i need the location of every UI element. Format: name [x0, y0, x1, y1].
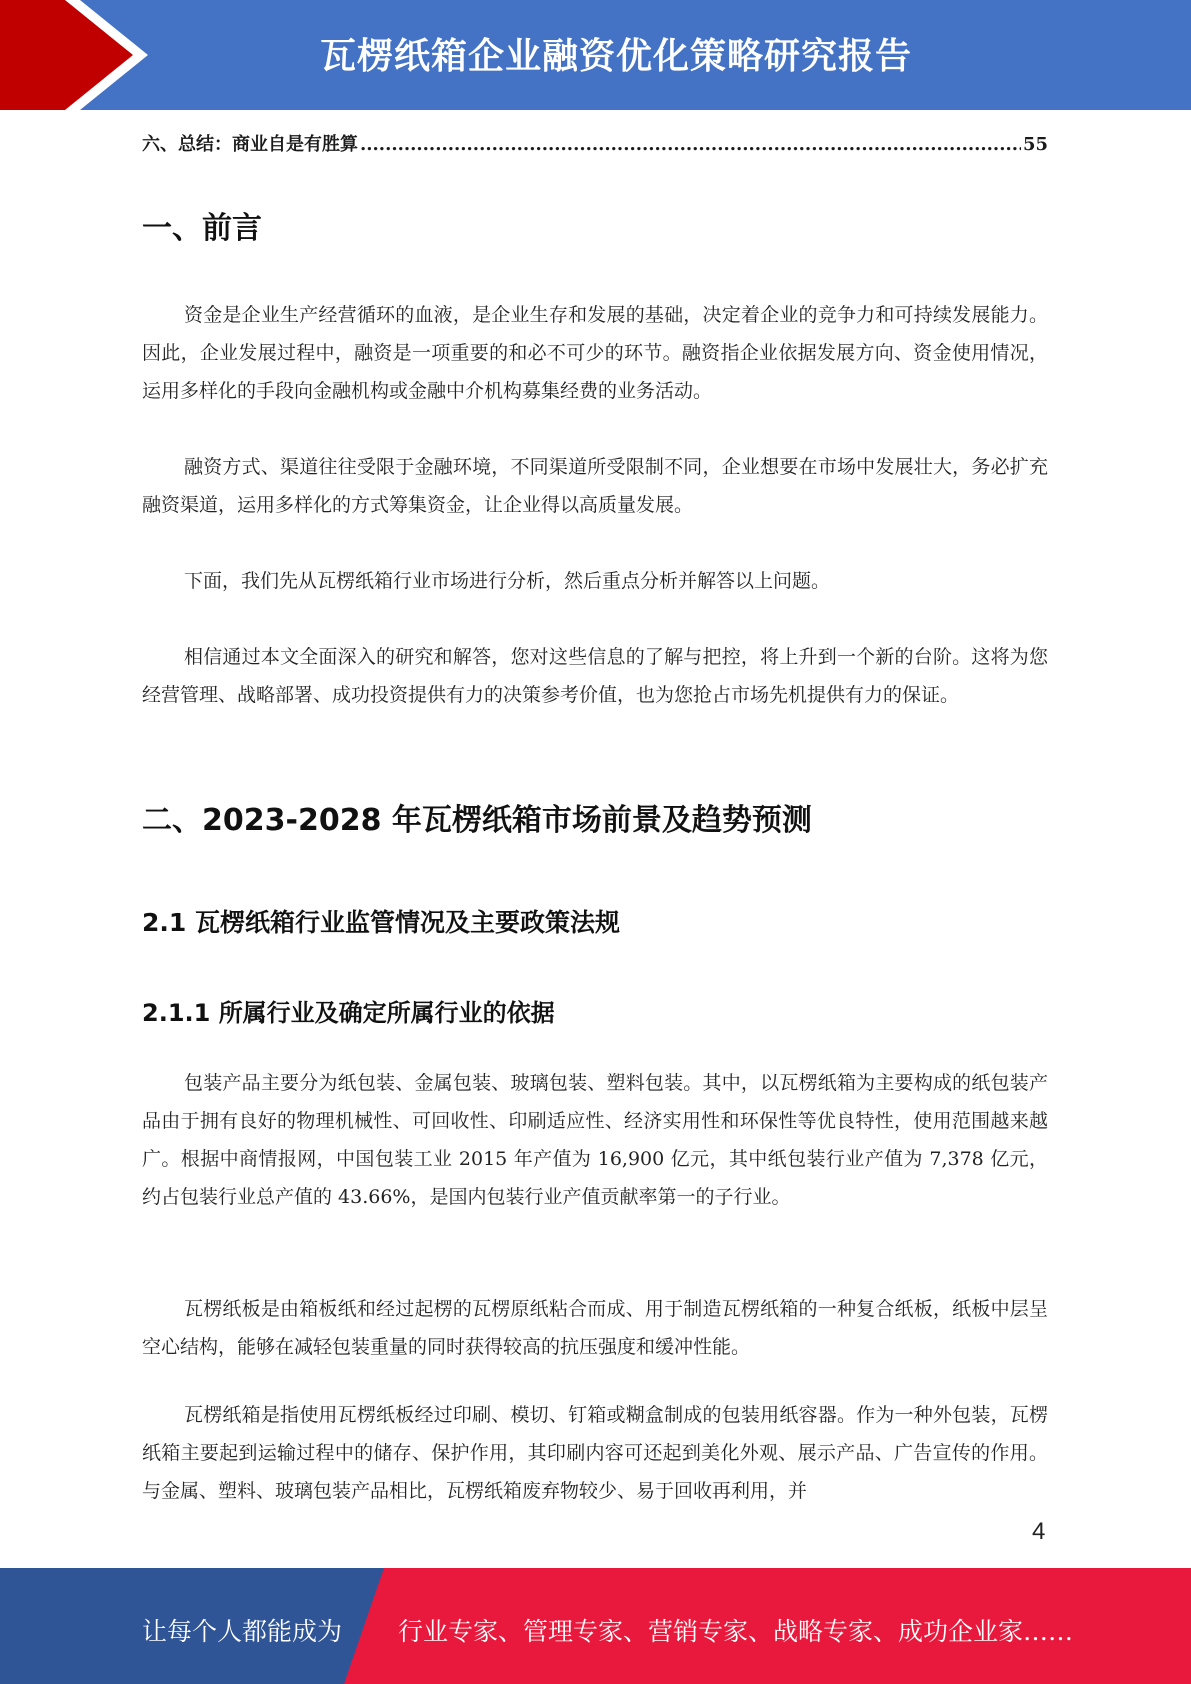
toc-entry[interactable] — [142, 130, 1048, 156]
page-number: 4 — [1032, 1518, 1046, 1545]
page-footer — [0, 1568, 1191, 1684]
toc-entry-label: 六、总结：商业自是有胜算 — [142, 134, 358, 155]
report-title: 瓦楞纸箱企业融资优化策略研究报告 — [320, 36, 913, 77]
preface-paragraph: 融资方式、渠道往往受限于金融环境，不同渠道所受限制不同，企业想要在市场中发展壮大，务必扩充融资渠道，运用多样化的方式筹集资金，让企业得以高质量发展。 — [142, 456, 1048, 516]
preface-paragraph: 资金是企业生产经营循环的血液，是企业生存和发展的基础，决定着企业的竞争力和可持续发展能力。因此，企业发展过程中，融资是一项重要的和必不可少的环节。融资指企业依据发展方向、资金使用情况，运用多样化的手段向金融机构或金融中介机构募集经费的业务活动。 — [142, 304, 1048, 402]
preface-paragraph: 下面，我们先从瓦楞纸箱行业市场进行分析，然后重点分析并解答以上问题。 — [184, 570, 831, 592]
body-paragraph: 包装产品主要分为纸包装、金属包装、玻璃包装、塑料包装。其中，以瓦楞纸箱为主要构成的纸包装产品由于拥有良好的物理机械性、可回收性、印刷适应性、经济实用性和环保性等优良特性，使用范围越来越广。根据中商情报网，中国包装工业 2015 年产值为 16,900 亿元，其中纸包装行业产值为 7,378 亿元，约占包装行业总产值的 43.66%，是国内包装行业产值贡献率第一的子行业。 — [142, 1072, 1048, 1208]
toc-page-number: 55 — [1022, 134, 1048, 155]
preface-paragraph: 相信通过本文全面深入的研究和解答，您对这些信息的了解与把控，将上升到一个新的台阶。这将为您经营管理、战略部署、成功投资提供有力的决策参考价值，也为您抢占市场先机提供有力的保证。 — [142, 646, 1048, 706]
heading-preface: 一、前言 — [142, 211, 262, 246]
body-paragraph: 瓦楞纸箱是指使用瓦楞纸板经过印刷、模切、钉箱或糊盒制成的包装用纸容器。作为一种外包装，瓦楞纸箱主要起到运输过程中的储存、保护作用，其印刷内容可还起到美化外观、展示产品、广告宣传的作用。与金属、塑料、玻璃包装产品相比，瓦楞纸箱废弃物较少、易于回收再利用，并 — [142, 1404, 1048, 1502]
footer-slogan-left: 让每个人都能成为 — [142, 1617, 343, 1646]
toc-leader-dots — [360, 134, 1021, 155]
heading-market-outlook: 二、2023-2028 年瓦楞纸箱市场前景及趋势预测 — [142, 803, 812, 838]
heading-regulation: 2.1 瓦楞纸箱行业监管情况及主要政策法规 — [142, 908, 620, 937]
footer-slogan-right: 行业专家、管理专家、营销专家、战略专家、成功企业家…… — [398, 1617, 1074, 1646]
page-header — [0, 0, 1191, 110]
heading-industry-basis: 2.1.1 所属行业及确定所属行业的依据 — [142, 999, 555, 1027]
body-paragraph: 瓦楞纸板是由箱板纸和经过起楞的瓦楞原纸粘合而成、用于制造瓦楞纸箱的一种复合纸板，纸板中层呈空心结构，能够在减轻包装重量的同时获得较高的抗压强度和缓冲性能。 — [142, 1298, 1048, 1358]
